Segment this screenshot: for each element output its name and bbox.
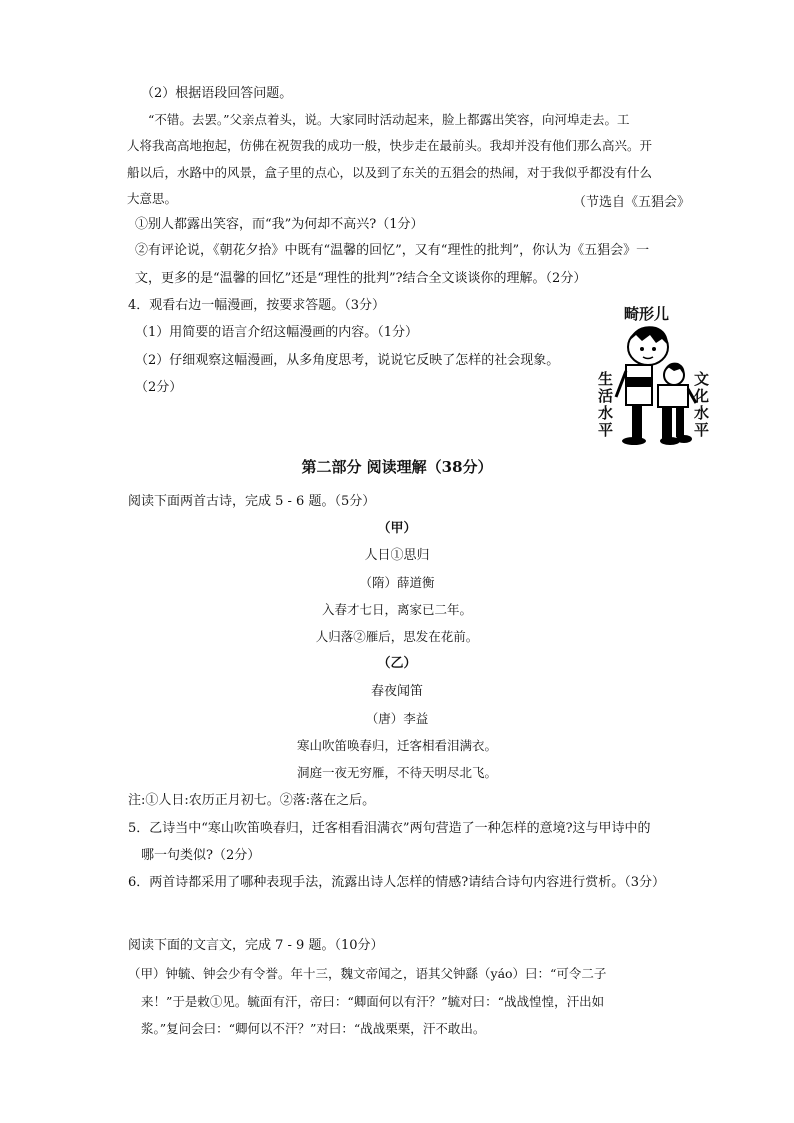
cartoon-title: 畸形儿 <box>624 305 670 323</box>
cartoon-left-label: 生活水平 <box>598 370 614 439</box>
passage-line: 船以后，水路中的风景，盒子里的点心，以及到了东关的五猖会的热闹，对于我似乎都没有什么 <box>127 165 653 180</box>
passage-source: （节选自《五猖会》 <box>572 195 690 210</box>
q4-heading: 4．观看右边一幅漫画，按要求答题。（3分） <box>128 298 386 313</box>
classical-line: 浆。”复问会曰：“卿何以不汗？”对曰：“战战栗栗，汗不敢出。 <box>141 1021 486 1036</box>
q4-sub2: （2）仔细观察这幅漫画，从多角度思考，说说它反映了怎样的社会现象。 <box>135 353 560 368</box>
poem-b-author: （唐）李益 <box>365 711 429 726</box>
q3-2-sub1: ①别人都露出笑容，而“我”为何却不高兴?（1分） <box>135 217 424 232</box>
poem-b-line: 寒山吹笛唤春归，迁客相看泪满衣。 <box>296 738 497 753</box>
q4-sub1: （1）用简要的语言介绍这幅漫画的内容。（1分） <box>135 325 419 340</box>
poem-note: 注:①人日:农历正月初七。②落:落在之后。 <box>128 793 376 808</box>
poem-a-author: （隋）薛道衡 <box>359 575 435 590</box>
part2-intro2: 阅读下面的文言文，完成 7 - 9 题。（10分） <box>128 938 384 953</box>
q3-2-sub2-line: ②有评论说，《朝花夕拾》中既有“温馨的回忆”，又有“理性的批判”，你认为《五猖会》一 <box>135 243 650 258</box>
poem-a-title: 人日①思归 <box>364 548 430 563</box>
q5-line: 哪一句类似?（2分） <box>141 848 261 863</box>
cartoon-right-label: 文化水平 <box>694 370 710 439</box>
passage-line: “不错。去罢。”父亲点着头，说。大家同时活动起来，脸上都露出笑容，向河埠走去。工 <box>148 112 630 127</box>
q3-2-sub2-line: 文，更多的是“温馨的回忆”还是“理性的批判”?结合全文谈谈你的理解。（2分） <box>135 271 587 286</box>
poem-b-title: 春夜闻笛 <box>370 684 423 699</box>
poem-b-label: （乙） <box>377 656 417 671</box>
q5-line: 5．乙诗当中“寒山吹笛唤春归，迁客相看泪满衣”两句营造了一种怎样的意境?这与甲诗中的 <box>128 821 651 836</box>
classical-line: 来！”于是敕①见。毓面有汗，帝曰：“卿面何以有汗？”毓对曰：“战战惶惶，汗出如 <box>141 994 605 1009</box>
q4-sub2-score: （2分） <box>135 380 183 395</box>
cartoon <box>596 305 720 447</box>
poem-b-line: 洞庭一夜无穷雁，不待天明尽北飞。 <box>296 765 497 780</box>
poem-a-label: （甲） <box>377 521 417 536</box>
poem-a-line: 人归落②雁后，思发在花前。 <box>315 629 479 644</box>
classical-line: （甲）钟毓、钟会少有令誉。年十三，魏文帝闻之，语其父钟繇（yáo）曰：“可令二子 <box>128 966 607 981</box>
part2-intro: 阅读下面两首古诗，完成 5 - 6 题。（5分） <box>128 494 376 509</box>
q6: 6．两首诗都采用了哪种表现手法，流露出诗人怎样的情感?请结合诗句内容进行赏析。（3分） <box>128 875 666 890</box>
passage-line: 人将我高高地抱起，仿佛在祝贺我的成功一般，快步走在最前头。我却并没有他们那么高兴。开 <box>127 138 653 153</box>
poem-a-line: 入春才七日，离家已二年。 <box>321 602 472 617</box>
part2-title: 第二部分 阅读理解（38分） <box>301 458 493 476</box>
passage-line: 大意思。 <box>127 191 178 206</box>
q3-2-heading: （2）根据语段回答问题。 <box>141 86 293 101</box>
